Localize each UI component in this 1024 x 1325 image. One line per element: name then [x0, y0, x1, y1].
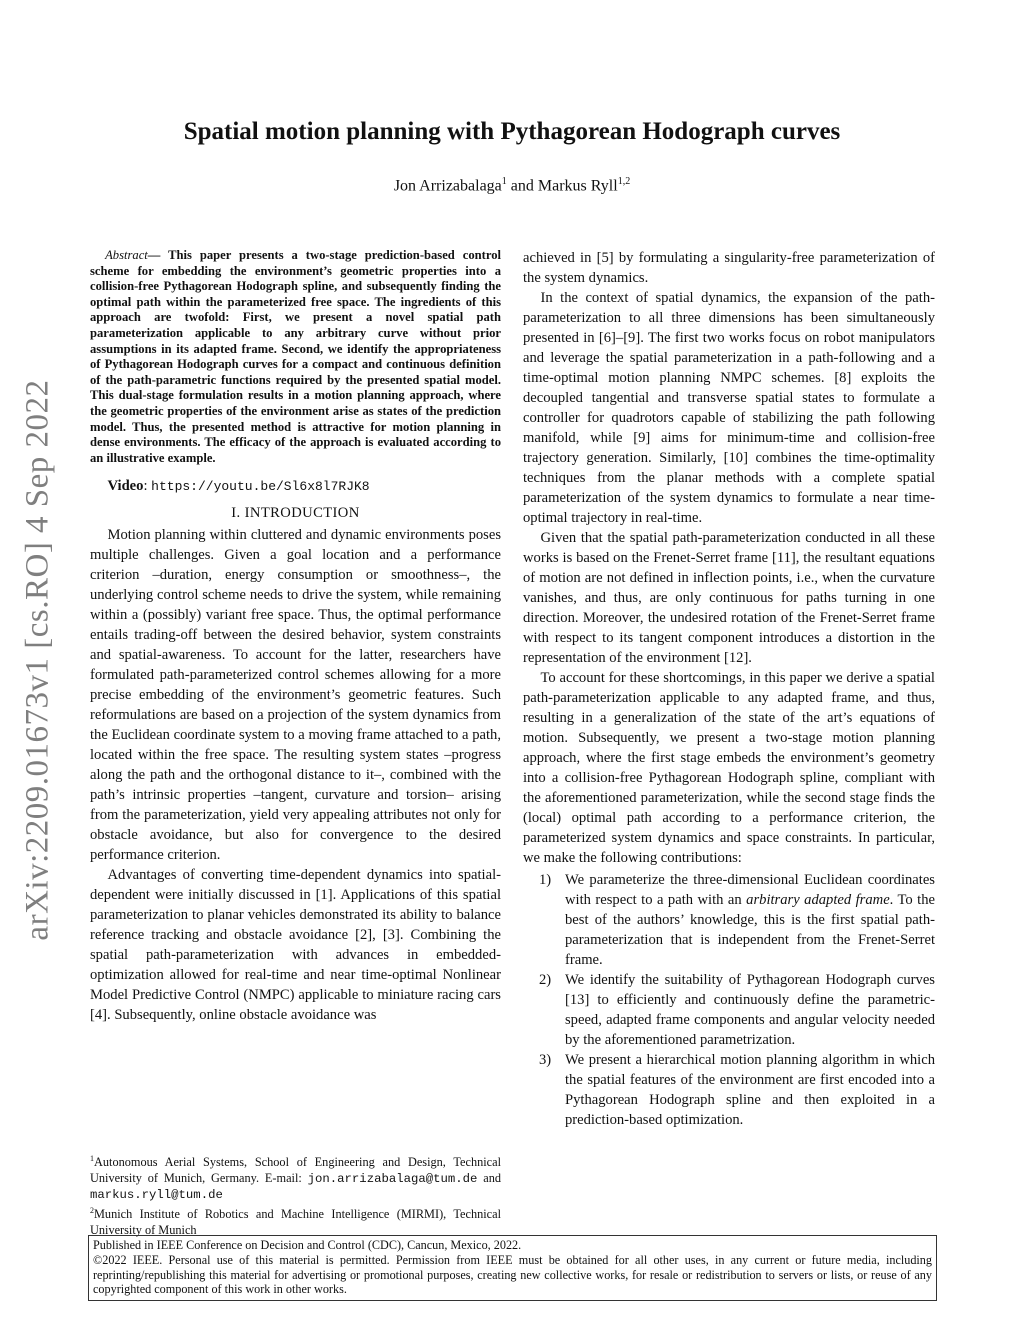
- footnote-mark: 1: [90, 1154, 94, 1163]
- section-heading: I. INTRODUCTION: [231, 505, 360, 522]
- paragraph: Given that the spatial path-parameterization conducted in all these works is based on the Frenet-Serret frame [11], the resultant equations of motion are not defined in inflection points, i.e., when the curvature vanishes, and thus, are only continuous for paths turning in one direction. Moreover, the undesired rotation of the Frenet-Serret frame with respect to its tangent component introduces a distortion in the representation of the environment [12].: [523, 530, 935, 666]
- paragraph: In the context of spatial dynamics, the expansion of the path-parameterization to all three dimensions has been simultaneously presented in [6]–[9]. The first two works focus on robot manipulators and leverage the spatial parameterization in a path-following and a time-optimal motion planning NMPC schemes. [8] exploits the decoupled tangential and transverse spatial states to formulate a controller for quadrotors capable of stabilizing the path following manifold, while [9] aims for minimum-time and collision-free trajectory generation. Similarly, [10] combines the time-optimality techniques from the planar methods with a complete spatial parameterization of the system dynamics to formulate a near time-optimal trajectory in real-time.: [523, 290, 935, 526]
- abstract-lead: Abstract: [105, 248, 148, 262]
- email-link[interactable]: markus.ryll@tum.de: [90, 1187, 223, 1202]
- list-number: 2): [539, 972, 552, 988]
- paragraph: Advantages of converting time-dependent dynamics into spatial-dependent were initially discussed in [1]. Applications of this spatial parameterization to planar vehicles demonstrated its ability to balance reference tracking and obstacle avoidance [2], [3]. Combining the spatial path-parameterization with advances in embedded-optimization allowed for real-time and near time-optimal Nonlinear Model Predictive Control (NMPC) applicable to miniature racing cars [4]. Subsequently, online obstacle avoidance was: [90, 867, 501, 1024]
- list-item: [523, 970, 935, 1050]
- list-text: We identify the suitability of Pythagorean Hodograph curves [13] to efficiently and continuously define the parametric-speed, adapted frame components and angular velocity needed by the aforementioned parametrization.: [565, 972, 935, 1048]
- author-name: Markus Ryll: [537, 177, 618, 195]
- list-text: We parameterize the three-dimensional Euclidean coordinates with respect to a path with an: [565, 872, 935, 908]
- affiliation-mark: 1: [501, 176, 507, 187]
- video-line: [90, 476, 501, 497]
- paragraph: To account for these shortcomings, in this paper we derive a spatial path-parameterization applicable to any adapted frame, and thus, resulting in a generalization of the state of the art’s equations of motion. Subsequently, we present a two-stage motion planning approach, where the first stage embeds the environment’s geometry into a collision-free Pythagorean Hodograph spline, compliant with the aforementioned parameterization, while the second stage finds the (local) optimal path according to a performance criterion, the parameterized system dynamics and space constraints. In particular, we make the following contributions:: [523, 670, 935, 866]
- footnotes: [90, 1151, 501, 1238]
- author-name: Jon Arrizabalaga: [393, 177, 502, 195]
- list-item: [523, 870, 935, 970]
- email-link[interactable]: jon.arrizabalaga@tum.de: [307, 1171, 478, 1186]
- footnote-mark: 2: [90, 1206, 94, 1216]
- list-number: 1): [539, 872, 552, 888]
- emphasis-text: arbitrary adapted frame: [746, 892, 890, 908]
- contribution-list: [523, 870, 935, 1130]
- list-item: [523, 1050, 935, 1130]
- abstract-text: This paper presents a two-stage prediction-based control scheme for embedding the environment’s geometric properties into a collision-free Pythagorean Hodograph spline, and subsequently finding the optimal path within the parameterized free space. The ingredients of this approach are twofold: First, we present a novel spatial path parameterization applicable to any arbitrary curve without prior assumptions in its adapted frame. Second, we identify the appropriateness of Pythagorean Hodograph curves for a compact and continuous definition of the path-parametric functions required by the presented spatial model. This dual-stage formulation results in a motion planning approach, where the geometric properties of the environment arise as states of the prediction model. Thus, the presented method is attractive for motion planning in dense environments. The efficacy of the approach is evaluated according to an illustrative example.: [90, 248, 501, 465]
- author-line: [0, 176, 1024, 195]
- publication-venue: Published in IEEE Conference on Decision and Control (CDC), Cancun, Mexico, 2022.: [93, 1238, 522, 1252]
- list-number: 3): [539, 1052, 552, 1068]
- abstract: [90, 248, 501, 466]
- list-text: We present a hierarchical motion planning algorithm in which the spatial features of the environment are first encoded into a Pythagorean Hodograph spline and then exploited in a prediction-based optimization.: [565, 1052, 935, 1128]
- footnote: [90, 1203, 501, 1238]
- footnote-text: Autonomous Aerial Systems, School of Engineering and Design, Technical University of Munich, Germany. E-mail:: [90, 1155, 501, 1185]
- footnote: [90, 1151, 501, 1203]
- arxiv-side-stamp: [18, 360, 58, 960]
- paragraph: achieved in [5] by formulating a singularity-free parameterization of the system dynamics.: [523, 250, 935, 286]
- publication-notice: [88, 1235, 937, 1301]
- footnote-text: Munich Institute of Robotics and Machine Intelligence (MIRMI), Technical University of Munich: [90, 1207, 501, 1237]
- video-separator: :: [143, 478, 152, 495]
- abstract-dash: —: [147, 248, 169, 262]
- author-conjunction: and: [506, 177, 538, 195]
- affiliation-mark: 1,2: [617, 176, 631, 187]
- list-text: . To the best of the authors’ knowledge, this is the first spatial path-parameterization that is independent from the Frenet-Serret frame.: [565, 892, 935, 968]
- paper-title: Spatial motion planning with Pythagorean Hodograph curves: [183, 118, 841, 145]
- left-column: [90, 248, 501, 1025]
- right-column: [523, 248, 935, 1130]
- copyright-notice: ©2022 IEEE. Personal use of this material is permitted. Permission from IEEE must be obtained for all other uses, in any current or future media, including reprinting/republishing this material for advertising or promotional purposes, creating new collective works, for resale or redistribution to servers or lists, or reuse of any copyrighted component of this work in other works.: [93, 1252, 932, 1297]
- paragraph: Motion planning within cluttered and dynamic environments poses multiple challenges. Given a goal location and a performance criterion –duration, energy consumption or smoothness–, the underlying control scheme needs to drive the system, while remaining within a (possibly) variant free space. Thus, the optimal performance entails trading-off between the desired behavior, system constraints and spatial-awareness. To account for the latter, researchers have formulated path-parameterized control schemes allowing for a more precise embedding of the environment’s geometric features. Such reformulations are based on a projection of the system dynamics from the Euclidean coordinate system to a moving frame attached to a path, located within the free space. The resulting system states –progress along the path and the orthogonal distance to it–, combined with the path’s intrinsic properties –tangent, curvature and torsion– arising from the parameterization, yield very appealing attributes not only for obstacle avoidance, but also for convergence to the desired performance criterion.: [90, 527, 501, 864]
- footnote-text: and: [477, 1170, 501, 1185]
- video-link[interactable]: https://youtu.be/Sl6x8l7RJK8: [151, 479, 370, 495]
- video-label: Video: [107, 478, 144, 495]
- arxiv-identifier: arXiv:2209.01673v1 [cs.RO] 4 Sep 2022: [19, 379, 56, 941]
